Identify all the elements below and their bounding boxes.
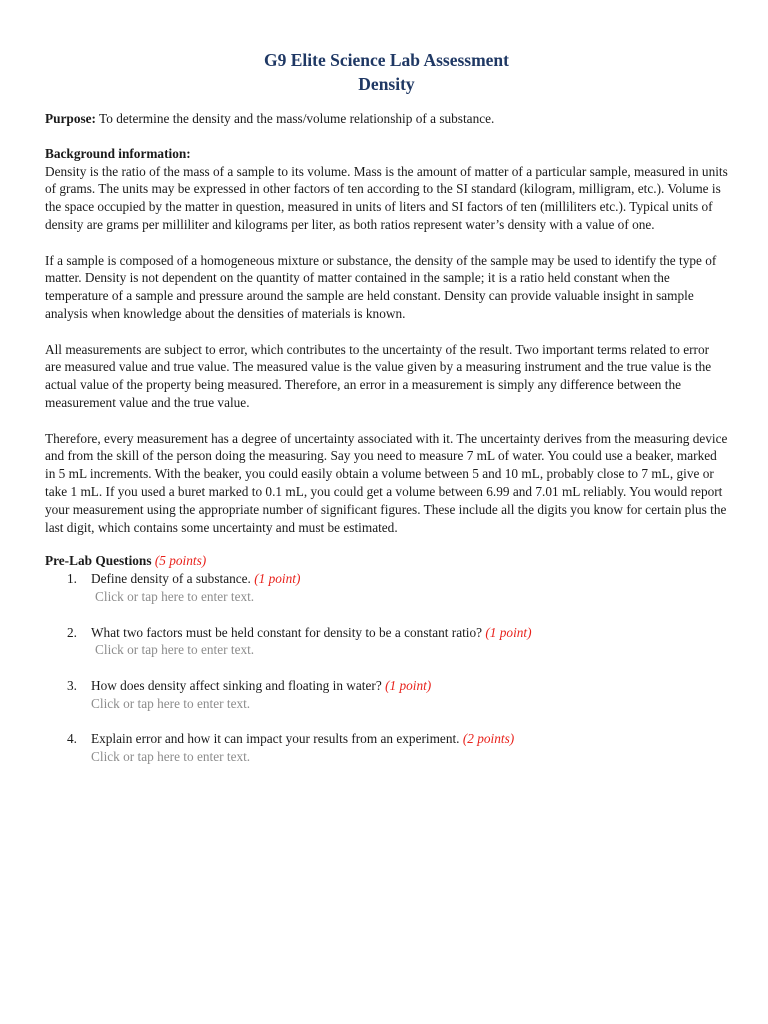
answer-field-4[interactable]: Click or tap here to enter text. (91, 749, 251, 765)
background-paragraph-1: Density is the ratio of the mass of a sample to its volume. Mass is the amount of matter of a particular sample, measured in units of grams. The units may be expressed in other factors of ten according to the SI standard (kilogram, milligram, etc.). Volume is the space occupied by the matter in question, measured in units of liters and SI factors of ten (milliliters etc.). Typical units of density are grams per milliliter and kilograms per liter, as both ratios represent water’s density with a value of one. (45, 163, 728, 232)
prelab-points: (5 points) (154, 553, 207, 569)
question-number: 1. (67, 571, 77, 587)
question-text: How does density affect sinking and floating in water? (91, 677, 382, 693)
answer-field-2[interactable]: Click or tap here to enter text. (95, 642, 255, 658)
question-text: What two factors must be held constant for density to be a constant ratio? (91, 624, 483, 640)
question-points: (2 points) (462, 731, 515, 747)
prelab-heading-label: Pre-Lab Questions (45, 553, 152, 569)
background-paragraph-3: All measurements are subject to error, which contributes to the uncertainty of the result. Two important terms related to error are measured value and true value. The measured value is the value given by a measuring instrument and the true value is the actual value of the property being measured. Therefore, an error in a measurement is simply any difference between the measurement value and the true value. (45, 341, 712, 410)
background-paragraph-4: Therefore, every measurement has a degree of uncertainty associated with it. The uncertainty derives from the measuring device and from the skill of the person doing the measuring. Say you need to measure 7 mL of water. You could use a beaker, marked in 5 mL increments. With the beaker, you could easily obtain a volume between 5 and 10 mL, probably close to 7 mL, give or take 1 mL. If you used a buret marked to 0.1 mL, you could get a volume between 6.99 and 7.01 mL reliably. You would report your measurement using the appropriate number of significant figures. These include all the digits you know for certain plus the last digit, which contains some uncertainty and must be estimated. (45, 430, 728, 535)
question-item (45, 730, 728, 766)
question-number: 3. (67, 677, 77, 693)
question-points: (1 point) (485, 624, 532, 640)
purpose-text: To determine the density and the mass/volume relationship of a substance. (95, 111, 495, 126)
answer-field-3[interactable]: Click or tap here to enter text. (91, 695, 251, 711)
question-item (45, 570, 728, 606)
prelab-heading (45, 552, 728, 570)
document-title: G9 Elite Science Lab Assessment (264, 50, 509, 70)
question-text: Explain error and how it can impact your results from an experiment. (91, 731, 460, 747)
question-points: (1 point) (254, 571, 301, 587)
question-text: Define density of a substance. (91, 571, 251, 587)
background-heading: Background information: (45, 145, 191, 161)
question-item (45, 677, 728, 713)
question-item (45, 624, 728, 660)
purpose-paragraph (45, 110, 728, 128)
document-subtitle: Density (358, 74, 415, 94)
question-number: 2. (67, 624, 77, 640)
answer-field-1[interactable]: Click or tap here to enter text. (95, 588, 255, 604)
question-points: (1 point) (385, 677, 432, 693)
prelab-question-list (45, 570, 728, 766)
purpose-label: Purpose: (45, 111, 96, 126)
question-number: 4. (67, 731, 77, 747)
background-paragraph-2: If a sample is composed of a homogeneous mixture or substance, the density of the sample may be used to identify the type of matter. Density is not dependent on the quantity of matter contained in the sample; it is a ratio held constant when the temperature of a sample and pressure around the sample are held constant. Density can provide valuable insight in sample analysis when knowledge about the densities of materials is known. (45, 252, 717, 321)
